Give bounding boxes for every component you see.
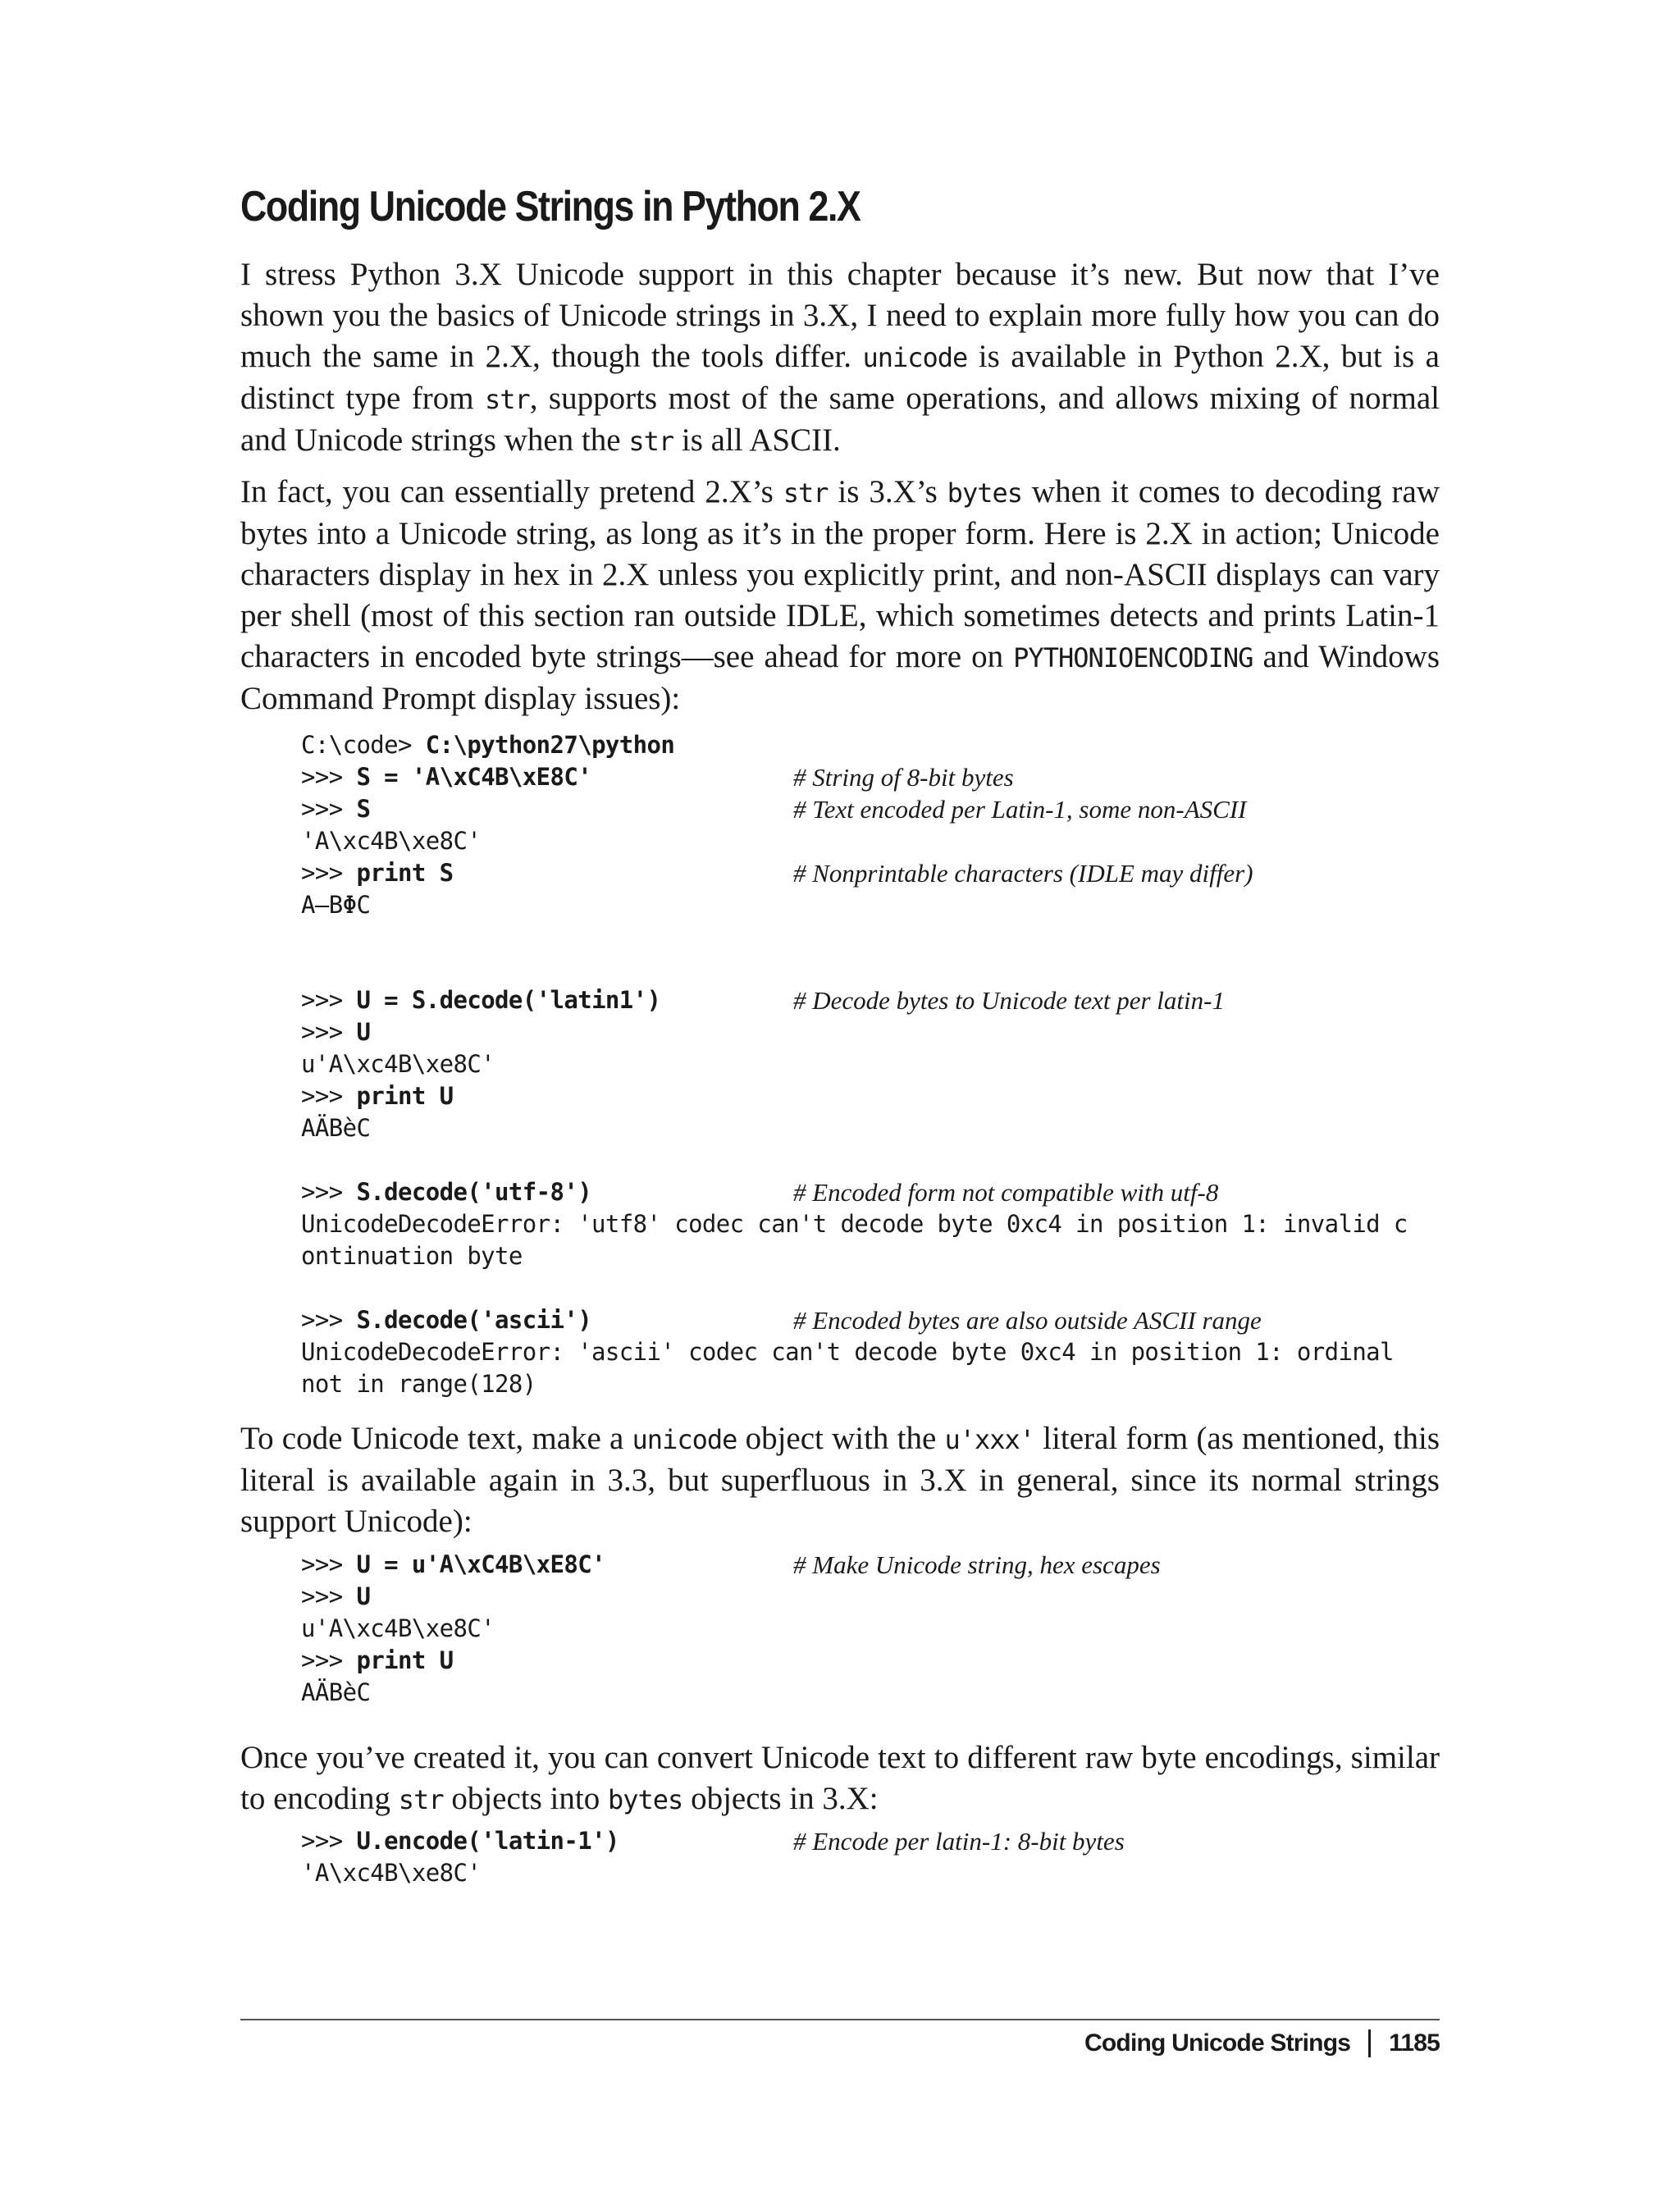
code-prompt: >>>: [301, 763, 357, 791]
code-comment: # Decode bytes to Unicode text per latin-1: [793, 986, 1225, 1015]
code-line: [301, 857, 1449, 889]
code-input: print U: [356, 1082, 454, 1110]
code-prompt: >>>: [301, 1306, 357, 1334]
footer-section-title: Coding Unicode Strings: [1084, 2029, 1351, 2057]
code-line: u'A\xc4B\xe8C': [301, 1050, 495, 1078]
code-spacer: [301, 1272, 1449, 1304]
code-input: print U: [356, 1646, 454, 1674]
code-input: U: [356, 1582, 371, 1610]
inline-code: PYTHONIOENCODING: [1013, 642, 1253, 673]
code-block-unicode-literal: [301, 1549, 1449, 1709]
code-prompt: >>>: [301, 1178, 357, 1206]
code-input: S = 'A\xC4B\xE8C': [356, 763, 592, 791]
page-number: 1185: [1389, 2029, 1440, 2057]
code-input: U = u'A\xC4B\xE8C': [356, 1550, 605, 1578]
inline-code: u'xxx': [944, 1424, 1035, 1455]
code-line: ontinuation byte: [301, 1242, 523, 1270]
inline-code: unicode: [632, 1424, 737, 1455]
code-line: [301, 1645, 1449, 1677]
code-line: UnicodeDecodeError: 'ascii' codec can't decode byte 0xc4 in position 1: ordinal: [301, 1338, 1394, 1366]
code-input: U = S.decode('latin1'): [356, 986, 661, 1014]
code-comment: # Nonprintable characters (IDLE may differ): [793, 859, 1253, 888]
code-line: [301, 761, 1449, 793]
code-prompt: >>>: [301, 1827, 357, 1855]
code-prompt: >>>: [301, 859, 357, 887]
section-heading: Coding Unicode Strings in Python 2.X: [240, 183, 861, 231]
code-line: 'A\xc4B\xe8C': [301, 827, 482, 855]
code-line: [301, 1080, 1449, 1112]
inline-code: str: [484, 384, 530, 415]
paragraph-code-unicode: To code Unicode text, make a unicode object with the u'xxx' literal form (as mentioned, this literal is available again in 3.3, but superfluous in 3.X in general, since its normal strings support Unicode):: [240, 1421, 1440, 1539]
inline-code: bytes: [947, 477, 1022, 509]
code-spacer: [301, 921, 1449, 953]
code-line: 'A\xc4B\xe8C': [301, 1859, 482, 1887]
inline-code: str: [398, 1784, 444, 1815]
code-prompt: >>>: [301, 795, 357, 823]
code-block-encode: [301, 1825, 1449, 1889]
code-block-decode: [301, 729, 1449, 1400]
code-prompt: >>>: [301, 1082, 357, 1110]
code-comment: # Encoded bytes are also outside ASCII range: [793, 1306, 1262, 1335]
footer-rule: [240, 2019, 1440, 2020]
code-line: [301, 1016, 1449, 1048]
code-line: [301, 1304, 1449, 1336]
code-prompt: >>>: [301, 1646, 357, 1674]
code-line: u'A\xc4B\xe8C': [301, 1614, 495, 1642]
code-line: [301, 1581, 1449, 1613]
code-prompt: >>>: [301, 986, 357, 1014]
code-line: [301, 984, 1449, 1016]
code-line: AÄBèC: [301, 1678, 371, 1706]
code-input: C:\python27\python: [425, 731, 675, 759]
code-comment: # Make Unicode string, hex escapes: [793, 1550, 1161, 1579]
inline-code: str: [783, 477, 829, 509]
code-comment: # Encode per latin-1: 8-bit bytes: [793, 1827, 1125, 1856]
code-spacer: [301, 1144, 1449, 1176]
paragraph-intro: I stress Python 3.X Unicode support in this chapter because it’s new. But now that I’ve shown you the basics of Unicode strings in 3.X, I need to explain more fully how you can do much the same in 2.X, though the tools differ. unicode is available in Python 2.X, but is a distinct type from str, supports most of the same operations, and allows mixing of normal and Unicode strings when the str is all ASCII.: [240, 257, 1440, 458]
code-comment: # String of 8-bit bytes: [793, 763, 1014, 792]
code-prompt: >>>: [301, 1582, 357, 1610]
code-line: A—BΦC: [301, 891, 371, 919]
code-input: S.decode('ascii'): [356, 1306, 592, 1334]
footer-divider: [1368, 2029, 1371, 2057]
code-spacer: [301, 953, 1449, 984]
inline-code: str: [628, 426, 674, 457]
paragraph-pretend: In fact, you can essentially pretend 2.X’s str is 3.X’s bytes when it comes to decoding raw bytes into a Unicode string, as long as it’s in the proper form. Here is 2.X in action; Unicode characters display in hex in 2.X unless you explicitly print, and non-ASCII displays can vary per shell (most of this section ran outside IDLE, which sometimes detects and prints Latin-1 characters in encoded byte strings—see ahead for more on PYTHONIOENCODING and Windows Command Prompt display issues):: [240, 474, 1440, 716]
code-line: [301, 1825, 1449, 1857]
page-footer: [1084, 2029, 1440, 2057]
code-input: U.encode('latin-1'): [356, 1827, 619, 1855]
code-input: print S: [356, 859, 454, 887]
inline-code: bytes: [607, 1784, 683, 1815]
code-prompt: C:\code>: [301, 731, 426, 759]
code-line: [301, 729, 1449, 761]
code-comment: # Encoded form not compatible with utf-8: [793, 1178, 1219, 1207]
code-line: AÄBèC: [301, 1114, 371, 1142]
code-input: U: [356, 1018, 371, 1046]
code-prompt: >>>: [301, 1550, 357, 1578]
paragraph-convert: Once you’ve created it, you can convert Unicode text to different raw byte encodings, similar to encoding str objects into bytes objects in 3.X:: [240, 1740, 1440, 1816]
code-line: [301, 1549, 1449, 1581]
code-line: UnicodeDecodeError: 'utf8' codec can't decode byte 0xc4 in position 1: invalid c: [301, 1210, 1408, 1238]
code-input: S: [356, 795, 371, 823]
code-prompt: >>>: [301, 1018, 357, 1046]
code-line: [301, 1176, 1449, 1208]
code-input: S.decode('utf-8'): [356, 1178, 592, 1206]
code-comment: # Text encoded per Latin-1, some non-ASCII: [793, 795, 1247, 824]
inline-code: unicode: [862, 342, 968, 373]
code-line: [301, 793, 1449, 825]
code-line: not in range(128): [301, 1370, 536, 1398]
